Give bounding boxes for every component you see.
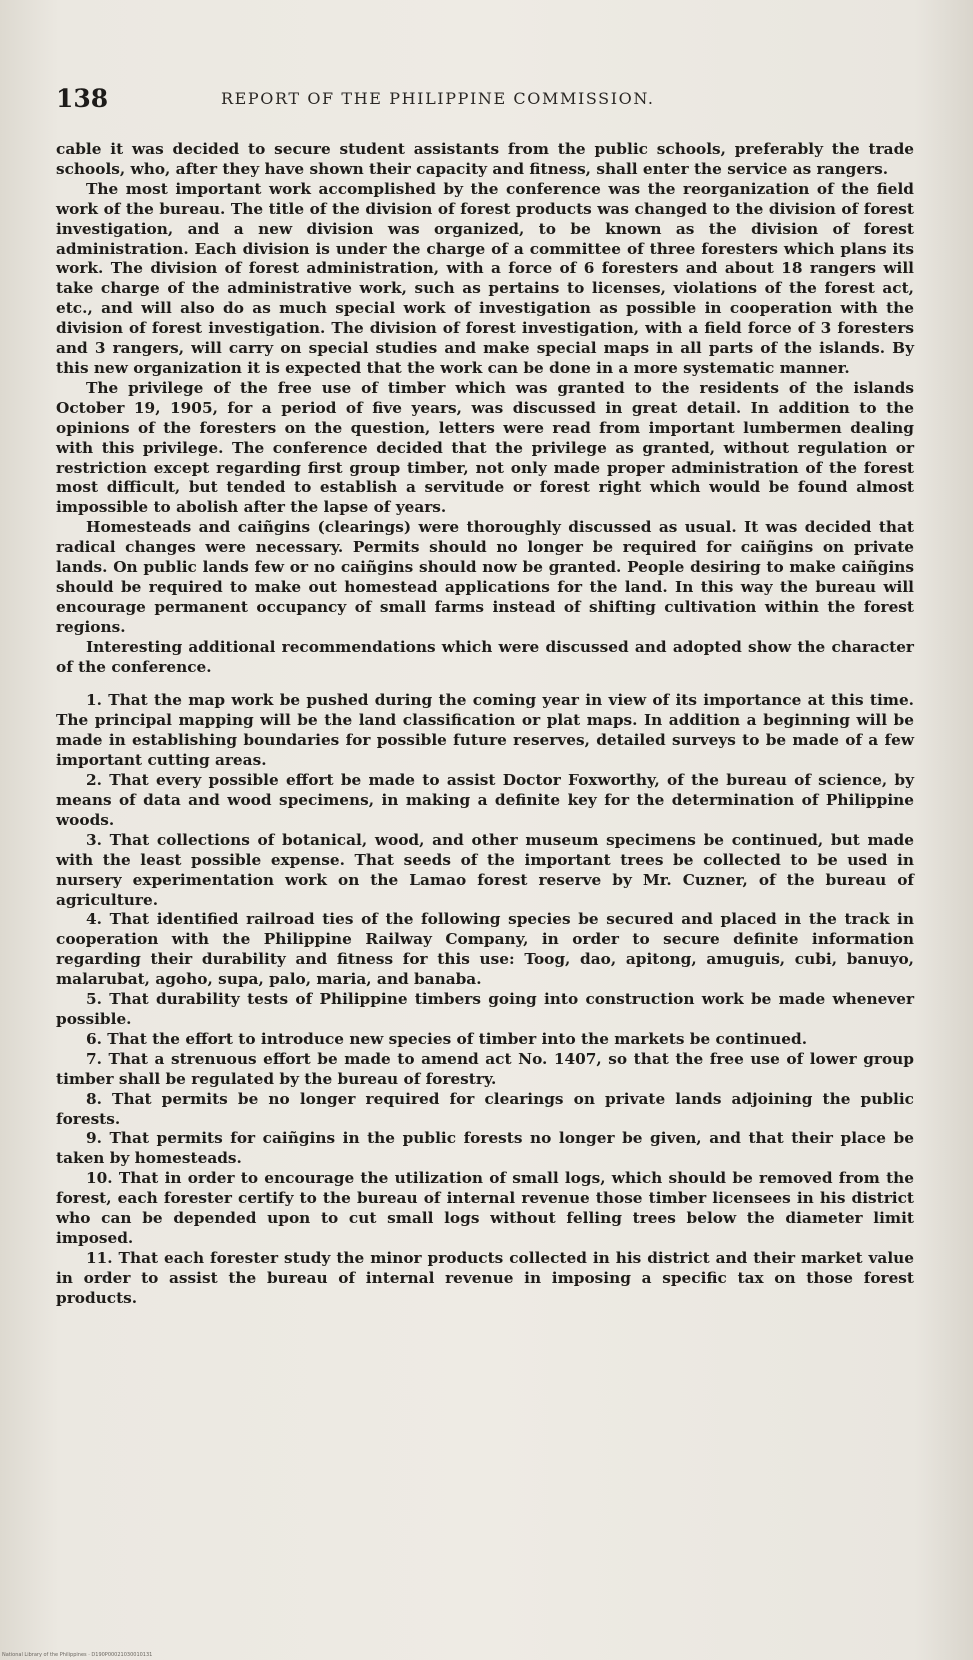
recommendation-item: 6. That the effort to introduce new species of timber into the markets be continued.	[86, 1029, 808, 1048]
paragraph: Interesting additional recommendations which were discussed and adopted show the character of the conference.	[56, 637, 914, 676]
recommendation-item: 5. That durability tests of Philippine timbers going into construction work be made whenever possible.	[56, 990, 914, 1028]
recommendation-item: 4. That identified railroad ties of the following species be secured and placed in the track in cooperation with the Philippine Railway Company, in order to secure definite information regarding their durability and fitness for this use: Toog, dao, apitong, amuguis, cubi, banuyo, malarubat, agoho, supa, palo, maria, and banaba.	[56, 910, 914, 989]
recommendation-item: 10. That in order to encourage the utilization of small logs, which should be removed from the forest, each forester certify to the bureau of internal revenue those timber licensees in his district who can be depended upon to cut small logs without felling trees below the diameter limit imposed.	[56, 1169, 914, 1247]
paragraph: cable it was decided to secure student assistants from the public schools, preferably the trade schools, who, after they have shown their capacity and fitness, shall enter the service as rangers.	[56, 140, 914, 178]
recommendation-item: 2. That every possible effort be made to assist Doctor Foxworthy, of the bureau of science, by means of data and wood specimens, in making a definite key for the determination of Philippine woods.	[56, 771, 914, 829]
recommendation-item: 9. That permits for caiñgins in the public forests no longer be given, and that their place be taken by homesteads.	[56, 1129, 914, 1168]
recommendation-item: 11. That each forester study the minor products collected in his district and their market value in order to assist the bureau of internal revenue in imposing a specific tax on those forest products.	[56, 1248, 914, 1307]
paragraph: Homesteads and caiñgins (clearings) were thoroughly discussed as usual. It was decided that radical changes were necessary. Permits should no longer be required for caiñgins on private lands. On public lands few or no caiñgins should now be granted. People desiring to make caiñgins should be required to make out homestead applications for the land. In this way the bureau will encourage permanent occupancy of small farms instead of shifting cultivation within the forest regions.	[56, 518, 914, 636]
paragraph: The privilege of the free use of timber which was granted to the residents of the islands October 19, 1905, for a period of five years, was discussed in great detail. In addition to the opinions of the foresters on the question, letters were read from important lumbermen dealing with this privilege. The conference decided that the privilege as granted, without regulation or restriction except regarding first group timber, not only made proper administration of the forest most difficult, but tended to establish a servitude or forest right which would be found almost impossible to abolish after the lapse of years.	[56, 378, 914, 517]
recommendation-item: 1. That the map work be pushed during the coming year in view of its importance at this time. The principal mapping will be the land classification or plat maps. In addition a beginning will be made in establishing boundaries for possible future reserves, detailed surveys to be made of a few important cutting areas.	[56, 691, 914, 770]
body-text	[56, 140, 914, 1309]
page-header	[56, 84, 916, 120]
recommendation-item: 7. That a strenuous effort be made to amend act No. 1407, so that the free use of lower group timber shall be regulated by the bureau of forestry.	[56, 1049, 914, 1088]
page-number: 138	[56, 84, 109, 113]
scan-footer-label: National Library of the Philippines · D190P00021030010131	[2, 1652, 153, 1658]
recommendation-item: 3. That collections of botanical, wood, and other museum specimens be continued, but made with the least possible expense. That seeds of the important trees be collected to be used in nursery experimentation work on the Lamao forest reserve by Mr. Cuzner, of the bureau of agriculture.	[56, 830, 914, 909]
running-head: REPORT OF THE PHILIPPINE COMMISSION.	[221, 89, 655, 108]
paragraph: The most important work accomplished by the conference was the reorganization of the field work of the bureau. The title of the division of forest products was changed to the division of forest investigation, and a new division was organized, to be known as the division of forest administration. Each division is under the charge of a committee of three foresters which plans its work. The division of forest administration, with a force of 6 foresters and about 18 rangers will take charge of the administrative work, such as pertains to licenses, violations of the forest act, etc., and will also do as much special work of investigation as possible in cooperation with the division of forest investigation. The division of forest investigation, with a field force of 3 foresters and 3 rangers, will carry on special studies and make special maps in all parts of the islands. By this new organization it is expected that the work can be done in a more systematic manner.	[56, 179, 914, 377]
recommendation-item: 8. That permits be no longer required for clearings on private lands adjoining the public forests.	[56, 1089, 914, 1128]
